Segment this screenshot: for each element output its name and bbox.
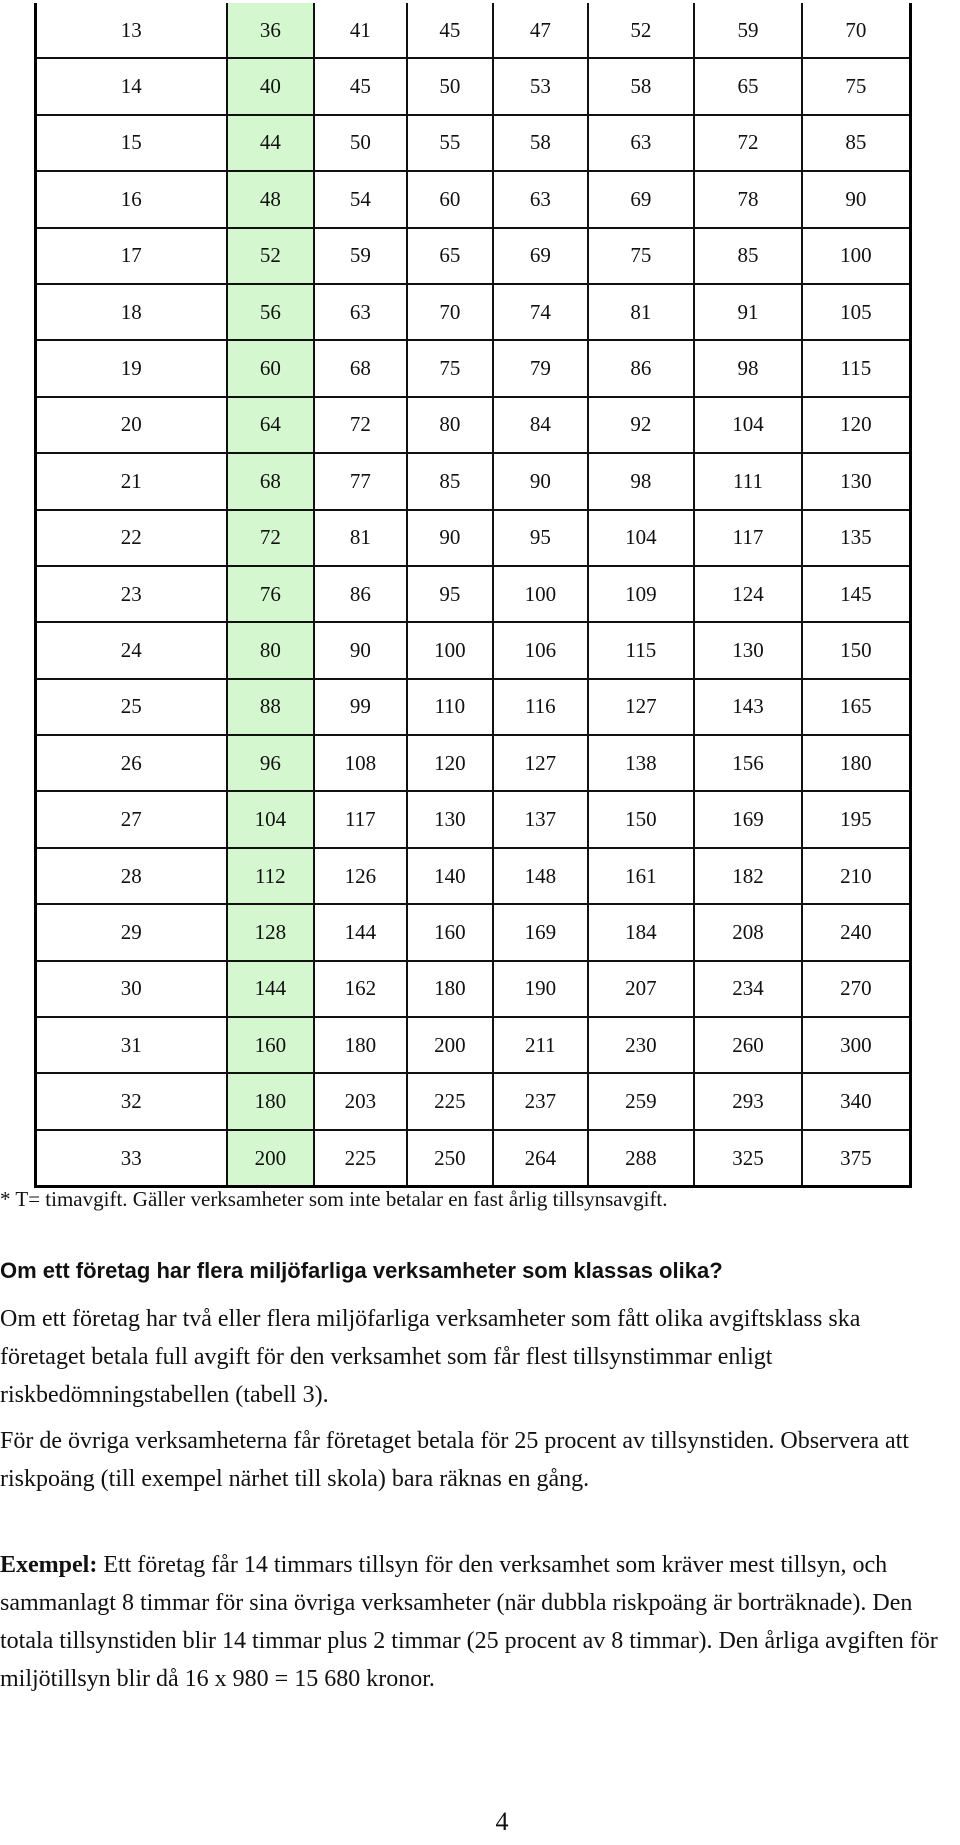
table-cell: 240 <box>802 904 911 960</box>
table-cell: 117 <box>314 791 407 847</box>
table-cell: 45 <box>314 58 407 114</box>
table-cell: 70 <box>407 284 493 340</box>
table-cell: 116 <box>493 679 588 735</box>
table-cell: 130 <box>694 622 802 678</box>
table-cell: 92 <box>588 397 695 453</box>
table-cell: 126 <box>314 848 407 904</box>
table-cell: 182 <box>694 848 802 904</box>
table-cell: 195 <box>802 791 911 847</box>
table-cell: 63 <box>588 115 695 171</box>
table-cell: 88 <box>227 679 314 735</box>
table-cell: 130 <box>802 453 911 509</box>
table-cell: 54 <box>314 171 407 227</box>
table-cell: 160 <box>227 1017 314 1073</box>
table-cell: 184 <box>588 904 695 960</box>
table-cell: 60 <box>227 340 314 396</box>
table-cell: 104 <box>588 510 695 566</box>
table-row <box>36 58 911 114</box>
table-cell: 90 <box>314 622 407 678</box>
table-cell: 162 <box>314 961 407 1017</box>
table-cell: 169 <box>493 904 588 960</box>
table-cell: 115 <box>588 622 695 678</box>
page-number: 4 <box>495 1807 509 1836</box>
table-cell: 20 <box>36 397 227 453</box>
table-cell: 29 <box>36 904 227 960</box>
table-cell: 75 <box>802 58 911 114</box>
table-cell: 180 <box>407 961 493 1017</box>
table-cell: 208 <box>694 904 802 960</box>
table-cell: 100 <box>802 228 911 284</box>
table-cell: 25 <box>36 679 227 735</box>
table-cell: 180 <box>802 735 911 791</box>
table-row <box>36 904 911 960</box>
table-cell: 68 <box>227 453 314 509</box>
table-cell: 165 <box>802 679 911 735</box>
table-cell: 91 <box>694 284 802 340</box>
table-cell: 81 <box>588 284 695 340</box>
table-row <box>36 1073 911 1129</box>
table-cell: 64 <box>227 397 314 453</box>
table-cell: 340 <box>802 1073 911 1129</box>
table-cell: 135 <box>802 510 911 566</box>
table-cell: 200 <box>407 1017 493 1073</box>
table-cell: 79 <box>493 340 588 396</box>
table-cell: 260 <box>694 1017 802 1073</box>
table-cell: 120 <box>407 735 493 791</box>
table-cell: 56 <box>227 284 314 340</box>
table-cell: 115 <box>802 340 911 396</box>
table-cell: 30 <box>36 961 227 1017</box>
table-row <box>36 3 911 58</box>
table-cell: 203 <box>314 1073 407 1129</box>
table-cell: 13 <box>36 3 227 58</box>
table-cell: 259 <box>588 1073 695 1129</box>
table-cell: 161 <box>588 848 695 904</box>
footnote: * T= timavgift. Gäller verksamheter som inte betalar en fast årlig tillsynsavgift. <box>0 1187 668 1211</box>
table-cell: 375 <box>802 1130 911 1187</box>
table-row <box>36 1017 911 1073</box>
table-cell: 86 <box>588 340 695 396</box>
table-cell: 19 <box>36 340 227 396</box>
table-cell: 100 <box>493 566 588 622</box>
example-text: Ett företag får 14 timmars tillsyn för den verksamhet som kräver mest tillsyn, och sammanlagt 8 timmar för sina övriga verksamheter (när dubbla riskpoäng är borträknade). Den totala tillsynstiden blir 14 timmar plus 2 timmar (25 procent av 8 timmar). Den årliga avgiften för miljötillsyn blir då 16 x 980 = 15 680 kronor. <box>0 1552 938 1692</box>
table-cell: 78 <box>694 171 802 227</box>
paragraph-1: Om ett företag har två eller flera miljöfarliga verksamheter som fått olika avgiftsklass ska företaget betala full avgift för den verksamhet som får flest tillsynstimmar enligt riskbedömningstabellen (tabell 3). <box>0 1306 861 1408</box>
table-cell: 81 <box>314 510 407 566</box>
table-row <box>36 848 911 904</box>
table-cell: 50 <box>314 115 407 171</box>
example-paragraph <box>0 1546 950 1698</box>
table-cell: 264 <box>493 1130 588 1187</box>
table-cell: 95 <box>407 566 493 622</box>
table-cell: 26 <box>36 735 227 791</box>
table-cell: 169 <box>694 791 802 847</box>
table-cell: 210 <box>802 848 911 904</box>
table-cell: 75 <box>588 228 695 284</box>
table-cell: 145 <box>802 566 911 622</box>
table-row <box>36 284 911 340</box>
table-cell: 112 <box>227 848 314 904</box>
table-cell: 108 <box>314 735 407 791</box>
fee-table-body <box>36 3 911 1187</box>
table-cell: 90 <box>493 453 588 509</box>
table-row <box>36 735 911 791</box>
table-cell: 130 <box>407 791 493 847</box>
table-cell: 69 <box>493 228 588 284</box>
table-row <box>36 228 911 284</box>
table-row <box>36 453 911 509</box>
table-cell: 44 <box>227 115 314 171</box>
table-cell: 18 <box>36 284 227 340</box>
table-cell: 23 <box>36 566 227 622</box>
table-cell: 140 <box>407 848 493 904</box>
table-cell: 300 <box>802 1017 911 1073</box>
table-cell: 85 <box>802 115 911 171</box>
table-cell: 98 <box>588 453 695 509</box>
table-cell: 85 <box>407 453 493 509</box>
table-cell: 86 <box>314 566 407 622</box>
table-cell: 293 <box>694 1073 802 1129</box>
table-cell: 104 <box>694 397 802 453</box>
table-cell: 63 <box>314 284 407 340</box>
table-cell: 60 <box>407 171 493 227</box>
table-cell: 24 <box>36 622 227 678</box>
table-row <box>36 961 911 1017</box>
table-cell: 65 <box>694 58 802 114</box>
table-cell: 27 <box>36 791 227 847</box>
table-cell: 207 <box>588 961 695 1017</box>
table-row <box>36 397 911 453</box>
table-row <box>36 510 911 566</box>
table-cell: 69 <box>588 171 695 227</box>
table-cell: 72 <box>694 115 802 171</box>
table-cell: 117 <box>694 510 802 566</box>
table-cell: 160 <box>407 904 493 960</box>
table-row <box>36 791 911 847</box>
table-cell: 137 <box>493 791 588 847</box>
table-cell: 40 <box>227 58 314 114</box>
table-cell: 55 <box>407 115 493 171</box>
table-row <box>36 622 911 678</box>
table-cell: 200 <box>227 1130 314 1187</box>
table-cell: 110 <box>407 679 493 735</box>
table-cell: 52 <box>227 228 314 284</box>
table-row <box>36 566 911 622</box>
table-cell: 21 <box>36 453 227 509</box>
table-cell: 52 <box>588 3 695 58</box>
table-cell: 45 <box>407 3 493 58</box>
table-row <box>36 340 911 396</box>
table-cell: 84 <box>493 397 588 453</box>
table-cell: 72 <box>227 510 314 566</box>
table-cell: 85 <box>694 228 802 284</box>
table-cell: 190 <box>493 961 588 1017</box>
table-cell: 68 <box>314 340 407 396</box>
table-cell: 75 <box>407 340 493 396</box>
table-cell: 59 <box>314 228 407 284</box>
table-cell: 109 <box>588 566 695 622</box>
table-cell: 22 <box>36 510 227 566</box>
table-cell: 63 <box>493 171 588 227</box>
table-cell: 70 <box>802 3 911 58</box>
table-cell: 90 <box>407 510 493 566</box>
table-cell: 128 <box>227 904 314 960</box>
table-cell: 105 <box>802 284 911 340</box>
table-cell: 53 <box>493 58 588 114</box>
table-cell: 156 <box>694 735 802 791</box>
table-cell: 16 <box>36 171 227 227</box>
table-cell: 80 <box>227 622 314 678</box>
table-cell: 14 <box>36 58 227 114</box>
table-cell: 143 <box>694 679 802 735</box>
table-cell: 237 <box>493 1073 588 1129</box>
table-cell: 58 <box>493 115 588 171</box>
table-cell: 150 <box>802 622 911 678</box>
fee-table <box>34 3 912 1188</box>
table-cell: 99 <box>314 679 407 735</box>
table-cell: 127 <box>493 735 588 791</box>
table-row <box>36 115 911 171</box>
table-cell: 270 <box>802 961 911 1017</box>
table-cell: 28 <box>36 848 227 904</box>
table-cell: 36 <box>227 3 314 58</box>
table-cell: 47 <box>493 3 588 58</box>
table-cell: 150 <box>588 791 695 847</box>
table-cell: 138 <box>588 735 695 791</box>
table-cell: 148 <box>493 848 588 904</box>
table-cell: 74 <box>493 284 588 340</box>
table-cell: 72 <box>314 397 407 453</box>
paragraph-2: För de övriga verksamheterna får företaget betala för 25 procent av tillsynstiden. Observera att riskpoäng (till exempel närhet till skola) bara räknas en gång. <box>0 1428 909 1492</box>
table-cell: 48 <box>227 171 314 227</box>
table-cell: 211 <box>493 1017 588 1073</box>
example-label: Exempel: <box>0 1552 98 1578</box>
table-cell: 59 <box>694 3 802 58</box>
table-cell: 41 <box>314 3 407 58</box>
table-cell: 17 <box>36 228 227 284</box>
table-cell: 104 <box>227 791 314 847</box>
table-cell: 50 <box>407 58 493 114</box>
table-cell: 90 <box>802 171 911 227</box>
table-cell: 100 <box>407 622 493 678</box>
table-cell: 33 <box>36 1130 227 1187</box>
table-cell: 288 <box>588 1130 695 1187</box>
table-cell: 15 <box>36 115 227 171</box>
table-cell: 127 <box>588 679 695 735</box>
table-cell: 106 <box>493 622 588 678</box>
table-cell: 80 <box>407 397 493 453</box>
table-cell: 65 <box>407 228 493 284</box>
table-cell: 225 <box>407 1073 493 1129</box>
section-heading: Om ett företag har flera miljöfarliga verksamheter som klassas olika? <box>0 1258 723 1283</box>
table-cell: 230 <box>588 1017 695 1073</box>
table-cell: 95 <box>493 510 588 566</box>
table-cell: 111 <box>694 453 802 509</box>
table-cell: 96 <box>227 735 314 791</box>
table-cell: 144 <box>314 904 407 960</box>
table-cell: 32 <box>36 1073 227 1129</box>
table-cell: 76 <box>227 566 314 622</box>
table-cell: 234 <box>694 961 802 1017</box>
table-cell: 98 <box>694 340 802 396</box>
table-cell: 250 <box>407 1130 493 1187</box>
table-cell: 120 <box>802 397 911 453</box>
table-cell: 225 <box>314 1130 407 1187</box>
table-row <box>36 1130 911 1187</box>
table-cell: 325 <box>694 1130 802 1187</box>
table-cell: 77 <box>314 453 407 509</box>
table-cell: 180 <box>314 1017 407 1073</box>
table-cell: 58 <box>588 58 695 114</box>
table-row <box>36 171 911 227</box>
table-cell: 180 <box>227 1073 314 1129</box>
table-cell: 124 <box>694 566 802 622</box>
table-row <box>36 679 911 735</box>
table-cell: 144 <box>227 961 314 1017</box>
table-cell: 31 <box>36 1017 227 1073</box>
